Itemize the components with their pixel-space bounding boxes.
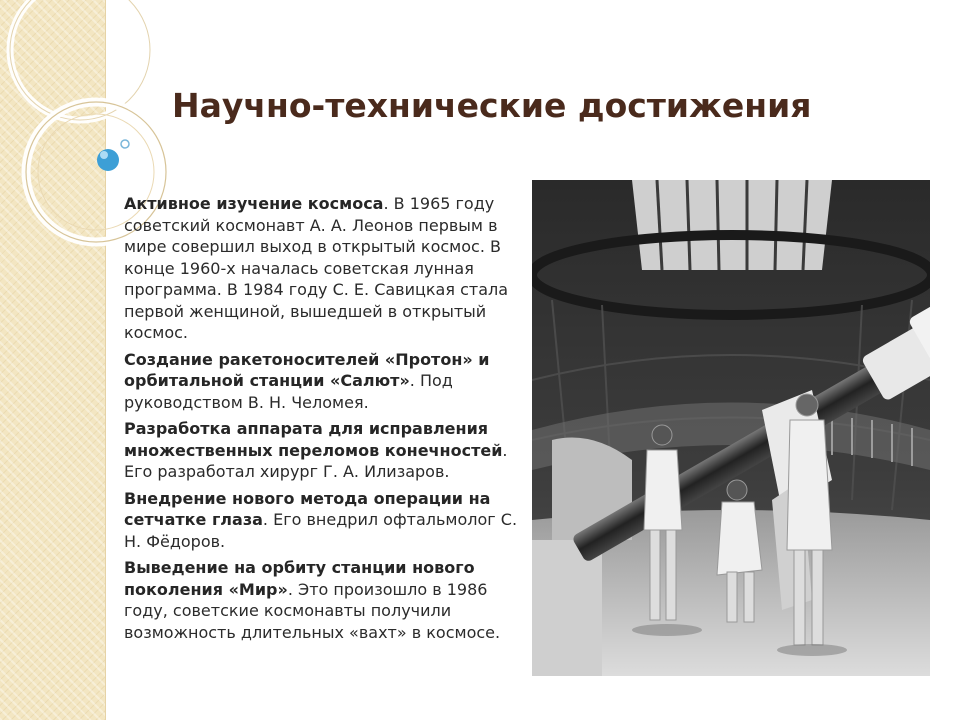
item-heading: Создание ракетоносителей «Протон» и орбитальной станции «Салют» [124, 349, 490, 390]
item-heading: Активное изучение космоса [124, 194, 384, 213]
item-text: . Под руководством В. Н. Челомея. [124, 371, 453, 412]
item-text: . Это произошло в 1986 году, советские космонавты получили возможность длительных «вахт» в космосе. [124, 579, 501, 642]
list-item [124, 193, 529, 344]
item-heading: Разработка аппарата для исправления множественных переломов конечностей [124, 419, 503, 460]
item-text: . Его внедрил офтальмолог С. Н. Фёдоров. [124, 510, 518, 551]
item-heading: Внедрение нового метода операции на сетчатке глаза [124, 488, 491, 529]
item-text: . Его разработал хирург Г. А. Илизаров. [124, 440, 508, 481]
list-item [124, 488, 529, 553]
list-item [124, 557, 529, 643]
telescope-photo [532, 180, 930, 676]
slide-title: Научно-технические достижения [172, 86, 812, 125]
list-item [124, 418, 529, 483]
item-heading: Выведение на орбиту станции нового поколения «Мир» [124, 558, 475, 599]
list-item [124, 349, 529, 414]
item-text: . В 1965 году советский космонавт А. А. Леонов первым в мире совершил выход в открытый космос. В конце 1960-х началась советская лунная программа. В 1984 году С. Е. Савицкая стала первой женщиной, вышедшей в открытый космос. [124, 194, 509, 342]
blue-bead-icon [97, 149, 119, 171]
content-list [124, 193, 529, 648]
